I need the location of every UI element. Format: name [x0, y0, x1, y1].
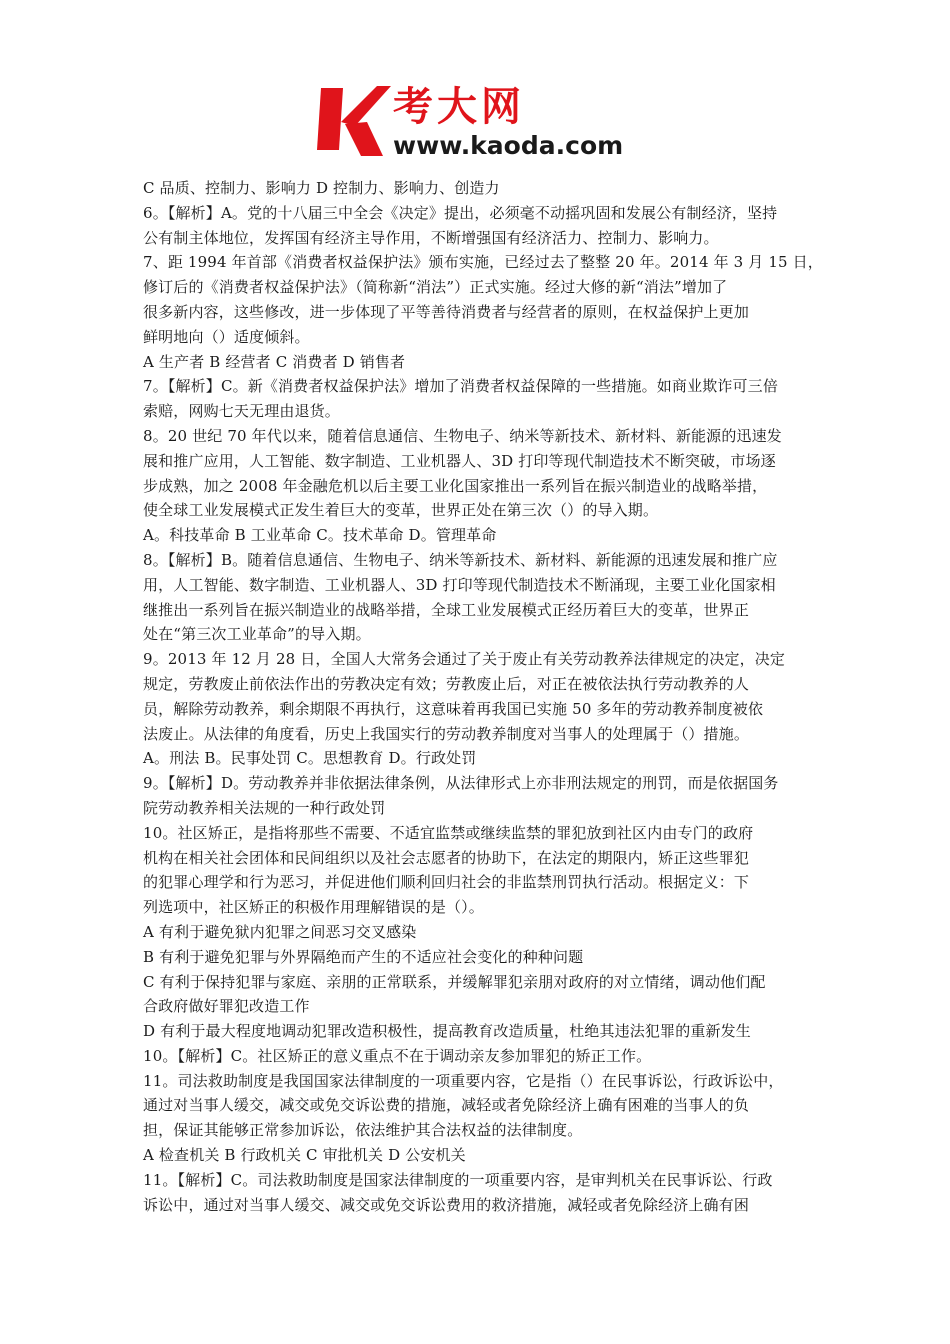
text-line: 10。【解析】C。社区矫正的意义重点不在于调动亲友参加罪犯的矫正工作。 — [143, 1046, 652, 1065]
text-line: C 品质、控制力、影响力 D 控制力、影响力、创造力 — [143, 179, 500, 197]
text-line: 处在“第三次工业革命”的导入期。 — [143, 625, 371, 644]
text-line: 10。社区矫正，是指将那些不需要、不适宜监禁或继续监禁的罪犯放到社区内由专门的政府 — [143, 823, 754, 842]
text-line: C 有利于保持犯罪与家庭、亲朋的正常联系，并缓解罪犯亲朋对政府的对立情绪，调动他们配 — [143, 972, 766, 991]
text-line: A 检查机关 B 行政机关 C 审批机关 D 公安机关 — [143, 1146, 466, 1165]
text-line: 9。2013 年 12 月 28 日，全国人大常务会通过了关于废止有关劳动教养法律规定的决定，决定 — [143, 650, 786, 669]
text-line: 的犯罪心理学和行为恶习，并促进他们顺利回归社会的非监禁刑罚执行活动。根据定义：下 — [143, 873, 750, 892]
text-line: 11。【解析】C。司法救助制度是国家法律制度的一项重要内容，是审判机关在民事诉讼、行政 — [143, 1170, 773, 1189]
text-line: 9。【解析】D。劳动教养并非依据法律条例，从法律形式上亦非刑法规定的刑罚，而是依据国务 — [143, 774, 779, 793]
text-line: 院劳动教养相关法规的一种行政处罚 — [143, 798, 386, 817]
text-line: 合政府做好罪犯改造工作 — [143, 997, 310, 1016]
text-line: 8。【解析】B。随着信息通信、生物电子、纳米等新技术、新材料、新能源的迅速发展和推广应 — [143, 550, 778, 569]
text-line: 法废止。从法律的角度看，历史上我国实行的劳动教养制度对当事人的处理属于（）措施。 — [143, 724, 750, 743]
text-line: 使全球工业发展模式正发生着巨大的变革，世界正处在第三次（）的导入期。 — [143, 501, 659, 520]
document-body — [143, 176, 823, 1217]
k-mark-stem — [317, 88, 343, 150]
text-line: 诉讼中，通过对当事人缓交、减交或免交诉讼费用的救济措施，减轻或者免除经济上确有困 — [143, 1195, 750, 1214]
brand-url-text: www.kaoda.com — [393, 131, 624, 160]
text-line: 鲜明地向（）适度倾斜。 — [143, 327, 310, 346]
text-line: 7、距 1994 年首部《消费者权益保护法》颁布实施，已经过去了整整 20 年。2014 年 3 月 15 日， — [143, 253, 823, 272]
text-line: 规定，劳教废止前依法作出的劳教决定有效；劳教废止后，对正在被依法执行劳动教养的人 — [143, 674, 750, 693]
text-line: 担，保证其能够正常参加诉讼，依法维护其合法权益的法律制度。 — [143, 1121, 583, 1140]
text-line: B 有利于避免犯罪与外界隔绝而产生的不适应社会变化的种种问题 — [143, 947, 584, 966]
kaoda-logo — [315, 78, 645, 164]
text-line: 6。【解析】A。党的十八届三中全会《决定》提出，必须毫不动摇巩固和发展公有制经济，坚持 — [143, 203, 778, 222]
text-line: A。刑法 B。民事处罚 C。思想教育 D。行政处罚 — [143, 749, 477, 768]
kaoda-logo-graphic — [315, 78, 645, 164]
text-line: 通过对当事人缓交，减交或免交诉讼费的措施，减轻或者免除经济上确有困难的当事人的负 — [143, 1096, 750, 1115]
text-line: 公有制主体地位，发挥国有经济主导作用，不断增强国有经济活力、控制力、影响力。 — [143, 228, 719, 247]
text-line: A。科技革命 B 工业革命 C。技术革命 D。管理革命 — [143, 526, 497, 545]
text-line: 修订后的《消费者权益保护法》（简称新“消法”）正式实施。经过大修的新“消法”增加了 — [143, 278, 728, 297]
text-line: D 有利于最大程度地调动犯罪改造积极性，提高教育改造质量，杜绝其违法犯罪的重新发生 — [143, 1022, 751, 1041]
text-line: 步成熟，加之 2008 年金融危机以后主要工业化国家推出一系列旨在振兴制造业的战略举措， — [143, 476, 768, 495]
text-line: 继推出一系列旨在振兴制造业的战略举措，全球工业发展模式正经历着巨大的变革，世界正 — [143, 600, 750, 619]
text-line: 11。司法救助制度是我国国家法律制度的一项重要内容，它是指（）在民事诉讼，行政诉讼中， — [143, 1071, 784, 1090]
text-line: 用，人工智能、数字制造、工业机器人、3D 打印等现代制造技术不断涌现，主要工业化国家相 — [143, 575, 776, 594]
text-line: A 有利于避免狱内犯罪之间恶习交叉感染 — [143, 922, 417, 941]
text-line: 列选项中，社区矫正的积极作用理解错误的是（）。 — [143, 898, 484, 917]
text-line: 员，解除劳动教养，剩余期限不再执行，这意味着再我国已实施 50 多年的劳动教养制度被依 — [143, 699, 764, 718]
text-line: A 生产者 B 经营者 C 消费者 D 销售者 — [143, 352, 406, 371]
text-line: 7。【解析】C。新《消费者权益保护法》增加了消费者权益保障的一些措施。如商业欺诈可三倍 — [143, 377, 778, 396]
text-line: 很多新内容，这些修改，进一步体现了平等善待消费者与经营者的原则，在权益保护上更加 — [143, 302, 750, 321]
k-mark-leg — [345, 122, 383, 156]
text-line: 8。20 世纪 70 年代以来，随着信息通信、生物电子、纳米等新技术、新材料、新能源的迅速发 — [143, 426, 782, 445]
text-line: 机构在相关社会团体和民间组织以及社会志愿者的协助下，在法定的期限内，矫正这些罪犯 — [143, 848, 750, 867]
brand-cn-text: 考大网 — [393, 84, 525, 130]
text-line: 展和推广应用，人工智能、数字制造、工业机器人、3D 打印等现代制造技术不断突破，市场逐 — [143, 451, 776, 470]
k-mark-arm — [341, 86, 391, 126]
text-line: 索赔，网购七天无理由退货。 — [143, 402, 340, 421]
